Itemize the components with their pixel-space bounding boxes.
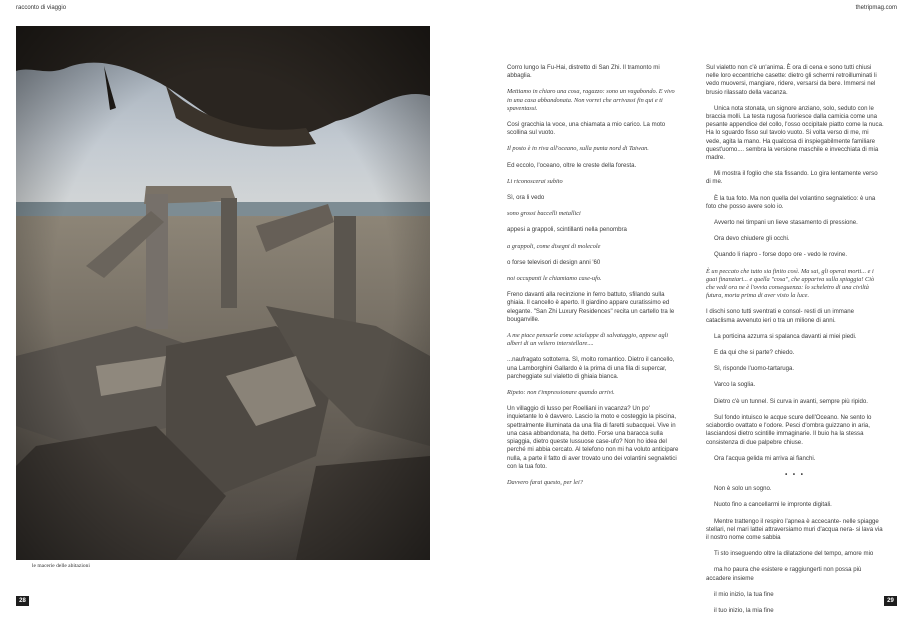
- paragraph: I dischi sono tutti sventrati e consol- resti di un immane cataclisma avvenuto ieri o tra un milione di anni.: [706, 308, 855, 324]
- paragraph: Dietro c'è un tunnel. Si curva in avanti, sempre più ripido.: [714, 397, 868, 405]
- paragraph: Freno davanti alla recinzione in ferro battuto, sfilando sulla ghiaia. Il cancello è aperto. Il giardino appare curatissimo ed elegante. "San Zhi Luxury Residences" recita un cartello tra le bouganville.: [507, 291, 675, 323]
- paragraph: Nuoto fino a cancellarmi le impronte digitali.: [714, 501, 832, 509]
- paragraph: Varco la soglia.: [714, 381, 756, 389]
- paragraph: appesi a grappoli, scintillanti nella penombra: [507, 226, 627, 234]
- paragraph: Davvero farai questo, per lei?: [507, 478, 583, 486]
- paragraph: noi occupanti le chiamiamo case-ufo.: [507, 275, 602, 283]
- paragraph: il mio inizio, la tua fine: [714, 590, 774, 598]
- paragraph: E da qui che si parte? chiedo.: [714, 349, 795, 357]
- page-number-left: 28: [16, 596, 29, 606]
- photo-caption: le macerie delle abitazioni: [32, 563, 90, 569]
- text-column-2: [706, 64, 884, 623]
- paragraph: Corro lungo la Fu-Hai, distretto di San Zhi. Il tramonto mi abbaglia.: [507, 64, 660, 80]
- paragraph: Ripeto: non t'impressionare quando arrivi.: [507, 389, 615, 397]
- paragraph: Unica nota stonata, un signore anziano, solo, seduto con le braccia molli. La testa rugosa fuoriesce dalla camicia come una pesante appendice del collo, l'osso occipitale piatto come la nuca. Ha lo sguardo fisso sul tavolo vuoto. Si volta verso di me, mi vede, agita la mano. Ha qualcosa di inspiegabilmente familiare quest'uomo.... sembra la versione maschile e invecchiata di mia madre.: [706, 104, 884, 162]
- paragraph: La porticina azzurra si spalanca davanti ai miei piedi.: [714, 332, 857, 340]
- paragraph: o forse televisori di design anni '60: [507, 258, 601, 266]
- beach-ruins-photo: [16, 26, 430, 560]
- paragraph: Avverto nei timpani un lieve stasamento di pressione.: [714, 219, 858, 227]
- page-number-right: 29: [884, 596, 897, 606]
- paragraph: Mi mostra il foglio che sta fissando. Lo gira lentamente verso di me.: [706, 170, 878, 186]
- paragraph: È un peccato che tutto sia finito così. Ma sai, gli operai morti... e i guai finanziari... e quella "cosa", che appariva sulla spiaggia! Ciò che vedi ora ne è l'ovvia conseguenza: lo scheletro di una civiltà futura, morta prima di aver visto la luce.: [706, 267, 875, 300]
- paragraph: Non è solo un sogno.: [714, 485, 772, 493]
- paragraph: Quando li riapro - forse dopo ore - vedo le rovine.: [714, 251, 848, 259]
- paragraph: Mentre trattengo il respiro l'apnea è accecante- nelle spiagge stellari, nel mari lattei attraversiamo muri d'acqua nera- si lava via il nostro nome come sabbia: [706, 517, 883, 541]
- paragraph: • • •: [785, 470, 805, 478]
- paragraph: Sì, risponde l'uomo-tartaruga.: [714, 365, 795, 373]
- paragraph: Mettiamo in chiaro una cosa, ragazzo: sono un vagabondo. E vivo in una casa abbandonata. Non vorrei che arrivassi fin qui e ti spaventassi.: [507, 88, 675, 112]
- paragraph: Ora devo chiudere gli occhi.: [714, 235, 790, 243]
- paragraph: Così gracchia la voce, una chiamata a mio carico. La moto scollina sul vuoto.: [507, 121, 666, 137]
- section-title: racconto di viaggio: [16, 5, 67, 11]
- paragraph: È la tua foto. Ma non quella del volantino segnaletico: è una foto che posso avere solo io.: [706, 194, 876, 210]
- paragraph: Ti sto inseguendo oltre la dilatazione del tempo, amore mio: [714, 550, 874, 558]
- paragraph: Il posto è in riva all'oceano, sulla punta nord di Taiwan.: [507, 145, 649, 153]
- paragraph: Sul fondo intuisco le acque scure dell'Oceano. Ne sento lo sciabordio ovattato e l'odore. Pesci d'ombra guizzano in aria, lasciandosi dietro scintille immaginarie. Il buio ha la stessa consistenza di due palpebre chiuse.: [706, 413, 872, 446]
- paragraph: Ed eccolo, l'oceano, oltre le creste della foresta.: [507, 161, 637, 169]
- paragraph: il tuo inizio, la mia fine: [714, 606, 774, 614]
- paragraph: ma ho paura che esistere e raggiungerti non possa più accadere insieme: [706, 566, 862, 582]
- paragraph: a grappoli, come disegni di molecole: [507, 242, 601, 250]
- site-name: thetripmag.com: [855, 5, 897, 11]
- paragraph: Li riconoscerai subito: [507, 177, 563, 185]
- paragraph: Ora l'acqua gelida mi arriva ai fianchi.: [714, 454, 816, 462]
- paragraph: ...naufragato sottoterra. Sì, molto romantico. Dietro il cancello, una Lamborghini Gallardo è la prima di una fila di supercar, parcheggiate sul vialetto di ghiaia bianca.: [507, 356, 675, 380]
- paragraph: sono grossi baccelli metallici: [507, 210, 581, 218]
- text-column-1: [507, 64, 681, 495]
- paragraph: Sì, ora li vedo: [507, 194, 545, 202]
- paragraph: Sul vialetto non c'è un'anima. È ora di cena e sono tutti chiusi nelle loro eccentriche casette: dietro gli schermi retroilluminati li vedo muoversi, mangiare, ridere, versarsi da bere. Immersi nel brusio rilassato della vacanza.: [706, 64, 877, 96]
- paragraph: Un villaggio di lusso per Roelliani in vacanza? Un po' inquietante lo è davvero. Lascio la moto e costeggio la piscina, spettralmente illuminata da una fila di faretti subacquei. Vive in una casa abbandonata, ha detto. Forse una baracca sulla spiaggia, dietro queste lussuose case-ufo? Non ho idea del perché mi abbia cercato. Al telefono non mi ha voluto anticipare nulla, a parte il fatto di aver trovato uno dei volantini segnaletici con la tua foto.: [507, 405, 679, 470]
- paragraph: A me piace pensarle come scialuppe di salvataggio, appese agli alberi di un veliero interstellare....: [507, 332, 669, 348]
